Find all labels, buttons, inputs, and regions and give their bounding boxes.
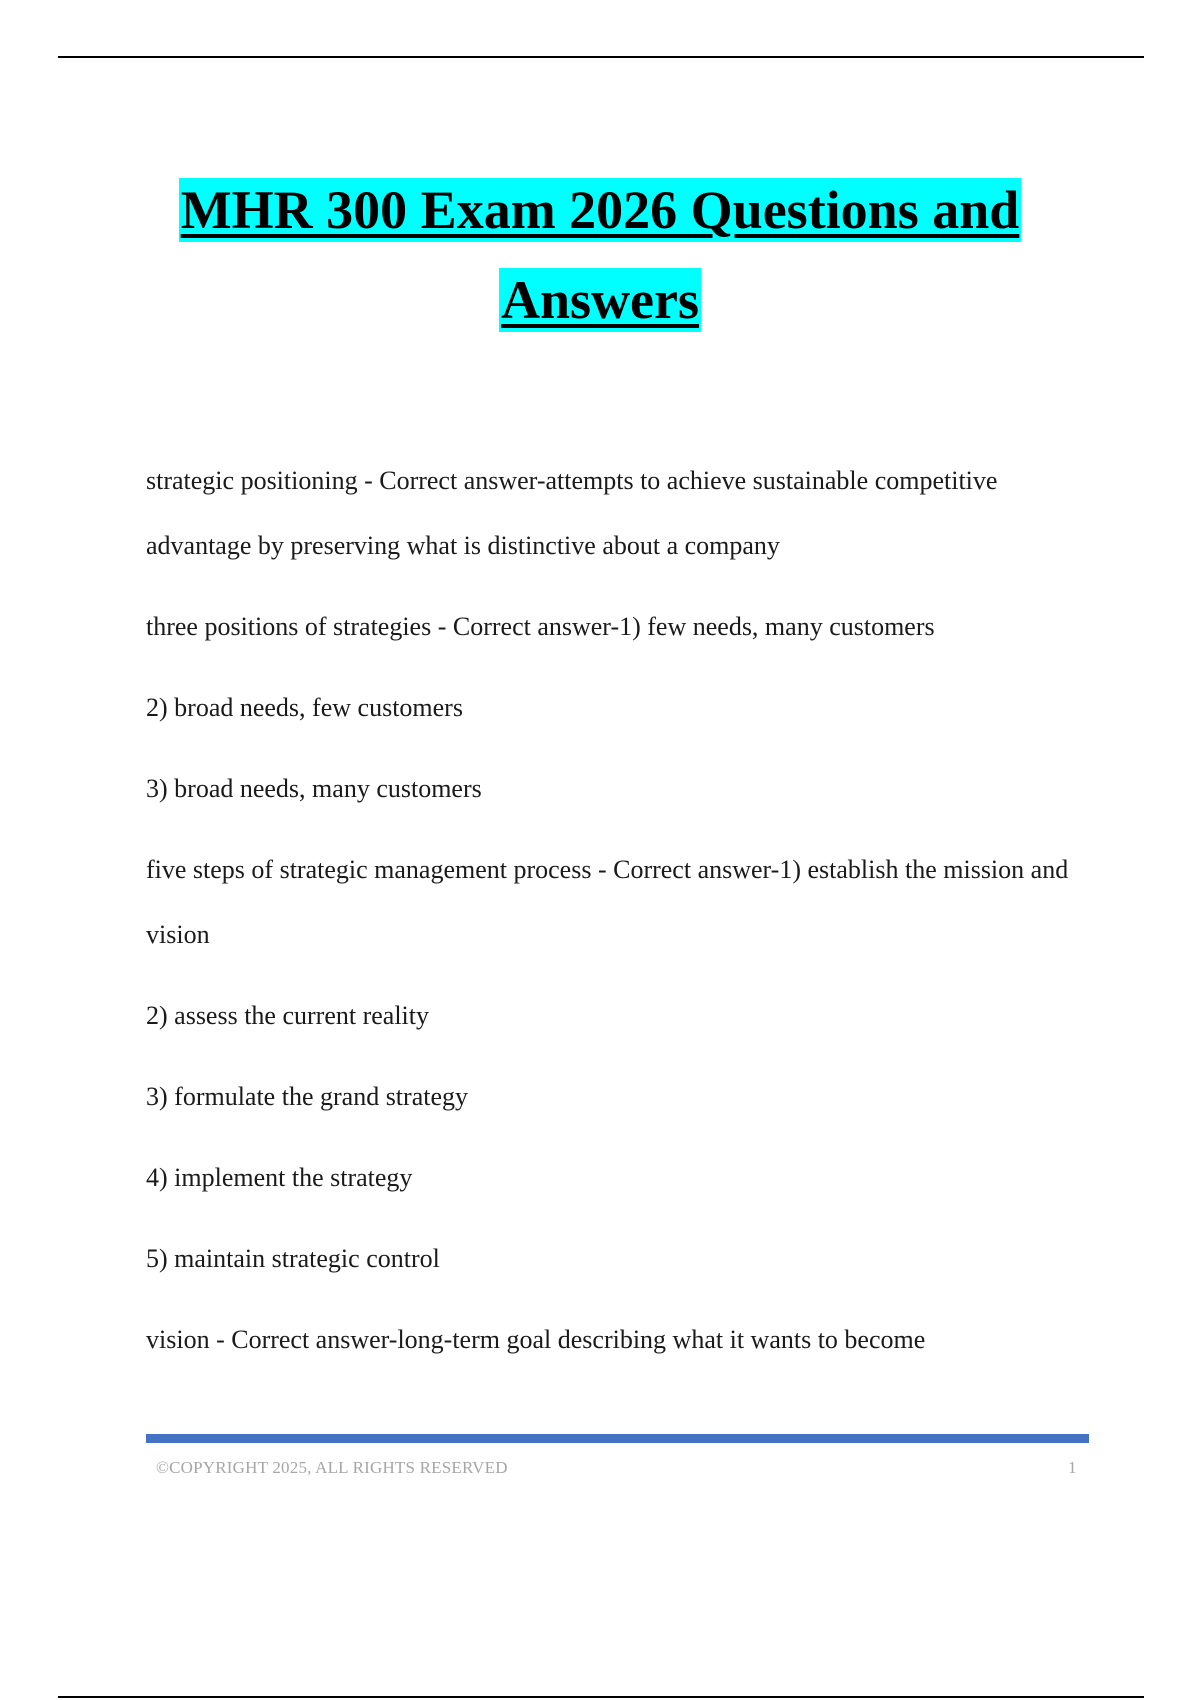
paragraph-broad-needs-few: 2) broad needs, few customers (146, 693, 463, 722)
paragraph-strategic-positioning: strategic positioning - Correct answer-attempts to achieve sustainable competitive advantage by preserving what is distinctive about a company (146, 466, 998, 560)
title-line-2: Answers (501, 270, 699, 330)
footer-copyright: ©COPYRIGHT 2025, ALL RIGHTS RESERVED (156, 1458, 508, 1477)
paragraph-maintain-control: 5) maintain strategic control (146, 1244, 440, 1273)
page-number: 1 (1068, 1458, 1077, 1477)
paragraph-implement-strategy: 4) implement the strategy (146, 1163, 413, 1192)
footer-bar (146, 1434, 1089, 1443)
paragraph-broad-needs-many: 3) broad needs, many customers (146, 774, 482, 803)
paragraph-formulate-strategy: 3) formulate the grand strategy (146, 1082, 468, 1111)
document-body (146, 448, 1096, 1388)
paragraph-assess-reality: 2) assess the current reality (146, 1001, 430, 1030)
paragraph-five-steps: five steps of strategic management process - Correct answer-1) establish the mission and vision (146, 855, 1069, 949)
title-line-1: MHR 300 Exam 2026 Questions and (180, 180, 1020, 240)
top-rule (58, 56, 1144, 58)
bottom-rule (58, 1696, 1144, 1698)
document-title (0, 178, 1200, 332)
paragraph-three-positions: three positions of strategies - Correct answer-1) few needs, many customers (146, 612, 935, 641)
paragraph-vision: vision - Correct answer-long-term goal describing what it wants to become (146, 1325, 926, 1354)
